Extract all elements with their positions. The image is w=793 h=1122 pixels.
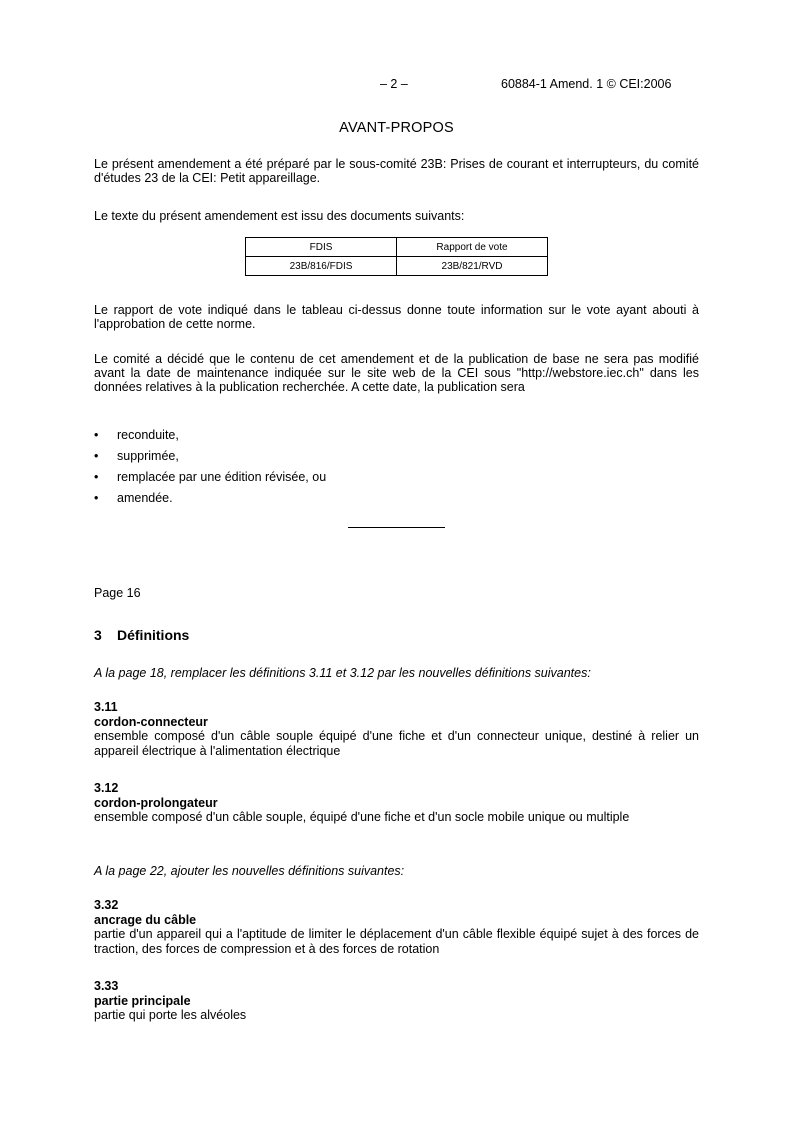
foreword-paragraph-2: Le texte du présent amendement est issu des documents suivants: (94, 209, 465, 223)
definition-text: ensemble composé d'un câble souple équipé d'une fiche et d'un connecteur unique, destiné à relier un appareil électrique à l'alimentation électrique (94, 729, 699, 758)
table-cell-fdis: 23B/816/FDIS (246, 257, 397, 276)
separator-rule (348, 527, 445, 528)
section-number: 3 (94, 627, 102, 643)
section-title: Définitions (117, 627, 190, 643)
page-number: – 2 – (380, 77, 408, 91)
section-heading (94, 627, 189, 643)
documents-table (245, 237, 548, 276)
foreword-paragraph-1: Le présent amendement a été préparé par le sous-comité 23B: Prises de courant et interrupteurs, du comité d'études 23 de la CEI: Petit appareillage. (94, 157, 699, 185)
table-header-vote-report: Rapport de vote (397, 238, 548, 257)
list-item-text: supprimée, (117, 449, 179, 463)
bullet-icon: • (94, 428, 99, 442)
table-header-fdis: FDIS (246, 238, 397, 257)
definition-number: 3.11 (94, 700, 118, 714)
definition-text: partie qui porte les alvéoles (94, 1008, 247, 1022)
definition-3-11 (94, 700, 699, 758)
list-item-text: remplacée par une édition révisée, ou (117, 470, 327, 484)
definition-number: 3.32 (94, 898, 119, 912)
bullet-icon: • (94, 470, 99, 484)
definition-number: 3.12 (94, 781, 119, 795)
definition-term: ancrage du câble (94, 912, 197, 927)
table-cell-rvd: 23B/821/RVD (397, 257, 548, 276)
bullet-icon: • (94, 449, 99, 463)
definition-term: cordon-prolongateur (94, 795, 218, 810)
definition-term: cordon-connecteur (94, 714, 208, 729)
document-reference: 60884-1 Amend. 1 © CEI:2006 (501, 77, 672, 91)
foreword-paragraph-4: Le comité a décidé que le contenu de cet amendement et de la publication de base ne sera pas modifié avant la date de maintenance indiquée sur le site web de la CEI sous "http://webstore.iec.ch" dans les données relatives à la publication recherchée. A cette date, la publication sera (94, 352, 699, 394)
list-item-text: amendée. (117, 491, 173, 505)
bullet-icon: • (94, 491, 99, 505)
definition-3-12 (94, 781, 699, 825)
foreword-paragraph-3: Le rapport de vote indiqué dans le tableau ci-dessus donne toute information sur le vote ayant abouti à l'approbation de cette norme. (94, 303, 699, 331)
table-header-row (246, 238, 548, 257)
page-reference: Page 16 (94, 586, 141, 600)
definition-number: 3.33 (94, 979, 119, 993)
table-row (246, 257, 548, 276)
page-title: AVANT-PROPOS (339, 120, 454, 136)
definition-3-33 (94, 979, 699, 1023)
list-item-text: reconduite, (117, 428, 179, 442)
instruction-text-2: A la page 22, ajouter les nouvelles définitions suivantes: (94, 864, 405, 878)
definition-3-32 (94, 898, 699, 956)
definition-text: partie d'un appareil qui a l'aptitude de limiter le déplacement d'un câble flexible équipé sujet à des forces de traction, des forces de compression et à des forces de rotation (94, 927, 699, 956)
definition-term: partie principale (94, 993, 191, 1008)
definition-text: ensemble composé d'un câble souple, équipé d'une fiche et d'un socle mobile unique ou multiple (94, 810, 630, 824)
instruction-text-1: A la page 18, remplacer les définitions 3.11 et 3.12 par les nouvelles définitions suivantes: (94, 666, 591, 680)
